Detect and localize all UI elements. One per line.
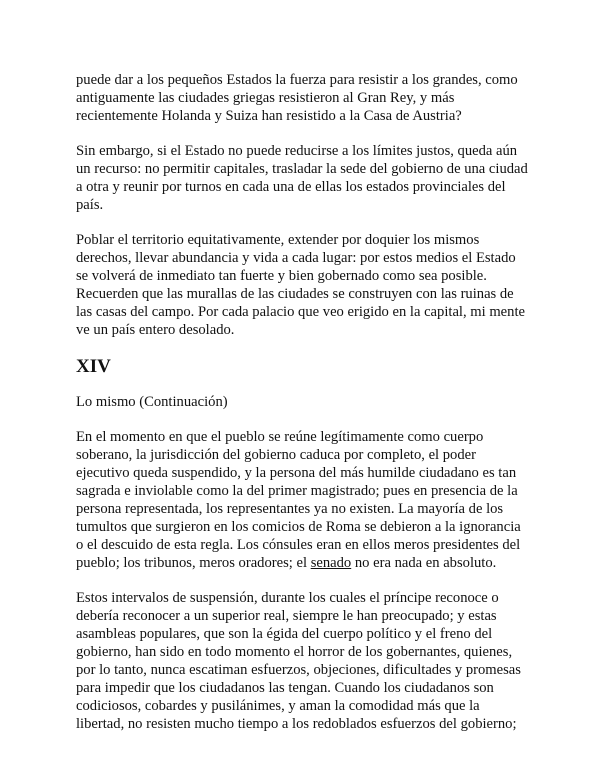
paragraph-4-text-start: En el momento en que el pueblo se reúne legítimamente como cuerpo soberano, la jurisdicción del gobierno caduca por completo, el poder ejecutivo queda suspendido, y la persona del más humilde ciudadano es tan sagrada e inviolable como la del primer magistrado; pues en presencia de la persona representada, los representantes ya no existen. La mayoría de los tumultos que surgieron en los comicios de Roma se debieron a la ignorancia o el descuido de esta regla. Los cónsules eran en ellos meros presidentes del pueblo; los tribunos, meros oradores; el — [76, 429, 521, 571]
paragraph-4-text-end: no era nada en absoluto. — [351, 555, 497, 571]
chapter-subtitle: Lo mismo (Continuación) — [76, 394, 228, 410]
paragraph-3: Poblar el territorio equitativamente, extender por doquier los mismos derechos, llevar abundancia y vida a cada lugar: por estos medios el Estado se volverá de inmediato tan fuerte y bien gobernado como sea posible. Recuerden que las murallas de las ciudades se construyen con las ruinas de las casas del campo. Por cada palacio que veo erigido en la capital, mi mente ve un país entero desolado. — [76, 232, 525, 338]
document-page — [76, 71, 528, 750]
chapter-heading: XIV — [76, 356, 111, 377]
paragraph-5: Estos intervalos de suspensión, durante los cuales el príncipe reconoce o debería reconocer a un superior real, siempre le han preocupado; y estas asambleas populares, que son la égida del cuerpo político y el freno del gobierno, han sido en todo momento el horror de los gobernantes, quienes, por lo tanto, nunca escatiman esfuerzos, objeciones, dificultades y promesas para impedir que los ciudadanos las tengan. Cuando los ciudadanos son codiciosos, cobardes y pusilánimes, y aman la comodidad más que la libertad, no resisten mucho tiempo a los redoblados esfuerzos del gobierno; — [76, 590, 521, 732]
paragraph-1: puede dar a los pequeños Estados la fuerza para resistir a los grandes, como antiguamente las ciudades griegas resistieron al Gran Rey, y más recientemente Holanda y Suiza han resistido a la Casa de Austria? — [76, 72, 518, 124]
paragraph-4 — [76, 428, 528, 572]
paragraph-2: Sin embargo, si el Estado no puede reducirse a los límites justos, queda aún un recurso: no permitir capitales, trasladar la sede del gobierno de una ciudad a otra y reunir por turnos en cada una de ellas los estados provinciales del país. — [76, 143, 528, 213]
senado-link[interactable]: senado — [310, 555, 352, 571]
